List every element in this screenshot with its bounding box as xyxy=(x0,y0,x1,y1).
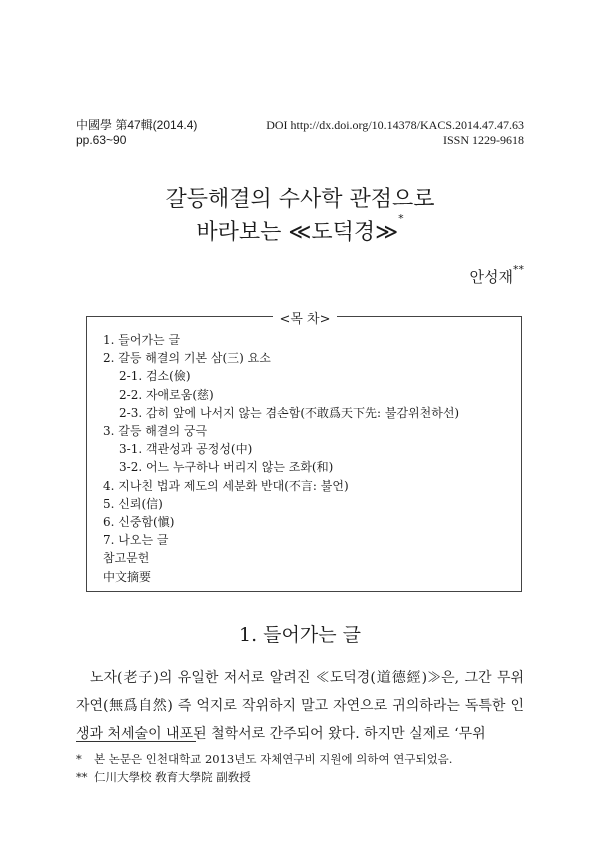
paper-title-line2 xyxy=(0,212,600,246)
footnotes xyxy=(76,750,452,786)
toc-item[interactable]: 3. 갈등 해결의 궁극 xyxy=(103,424,208,439)
footnote-mark: * xyxy=(76,752,82,766)
table-of-contents xyxy=(86,312,522,592)
title-footnote-mark[interactable]: * xyxy=(398,212,404,225)
paper-title-line1: 갈등해결의 수사학 관점으로 xyxy=(165,187,435,212)
footnote-divider xyxy=(76,741,196,742)
doi-info xyxy=(266,118,524,148)
footnote-mark: ** xyxy=(76,770,88,784)
doi-link[interactable]: DOI http://dx.doi.org/10.14378/KACS.2014.47.47.63 xyxy=(266,118,524,132)
toc-item[interactable]: 3-2. 어느 누구하나 버리지 않는 조화(和) xyxy=(119,460,334,475)
toc-item[interactable]: 참고문헌 xyxy=(103,551,150,566)
toc-item[interactable]: 2. 갈등 해결의 기본 삼(三) 요소 xyxy=(103,351,271,366)
paper-title-line2-text: 바라보는 ≪도덕경≫ xyxy=(196,220,399,245)
toc-item[interactable]: 2-1. 검소(儉) xyxy=(119,369,191,384)
toc-item[interactable]: 4. 지나친 법과 제도의 세분화 반대(不言: 불언) xyxy=(103,478,349,493)
toc-item[interactable]: 5. 신뢰(信) xyxy=(103,496,163,511)
journal-info xyxy=(76,118,197,148)
toc-item[interactable]: 6. 신중함(愼) xyxy=(103,515,175,530)
toc-item[interactable]: 7. 나오는 글 xyxy=(103,533,169,548)
footnote xyxy=(76,750,452,768)
author-footnote-mark[interactable]: ** xyxy=(513,263,524,276)
footnote-text: 본 논문은 인천대학교 2013년도 자체연구비 지원에 의하여 연구되었음. xyxy=(94,752,453,766)
toc-item[interactable]: 2-2. 자애로움(慈) xyxy=(119,387,214,402)
toc-list xyxy=(103,331,459,586)
author-name xyxy=(469,263,524,287)
footnote-text: 仁川大學校 敎育大學院 副敎授 xyxy=(94,770,251,784)
body-paragraph: 노자(老子)의 유일한 저서로 알려진 ≪도덕경(道德經)≫은, 그간 무위자연(無爲自然) 즉 억지로 작위하지 말고 자연으로 귀의하라는 독특한 인생과 처세술이 내포된 철학서로 간주되어 왔다. 하지만 실제로 ‘무위 xyxy=(76,670,524,742)
footnote xyxy=(76,768,452,786)
page-range: pp.63~90 xyxy=(76,133,127,147)
author-name-text: 안성재 xyxy=(469,268,513,286)
journal-name: 中國學 第47輯(2014.4) xyxy=(76,118,198,132)
toc-item[interactable]: 1. 들어가는 글 xyxy=(103,333,181,347)
toc-heading-text: <목 차> xyxy=(273,312,336,327)
toc-item[interactable]: 2-3. 감히 앞에 나서지 않는 겸손함(不敢爲天下先: 불감위천하선) xyxy=(119,405,460,420)
body-text xyxy=(76,664,524,748)
toc-item[interactable]: 3-1. 객관성과 공정성(中) xyxy=(119,442,253,457)
toc-heading xyxy=(87,308,523,327)
section-heading: 1. 들어가는 글 xyxy=(239,624,361,646)
issn: ISSN 1229-9618 xyxy=(442,133,524,147)
toc-item[interactable]: 中文摘要 xyxy=(103,569,152,584)
